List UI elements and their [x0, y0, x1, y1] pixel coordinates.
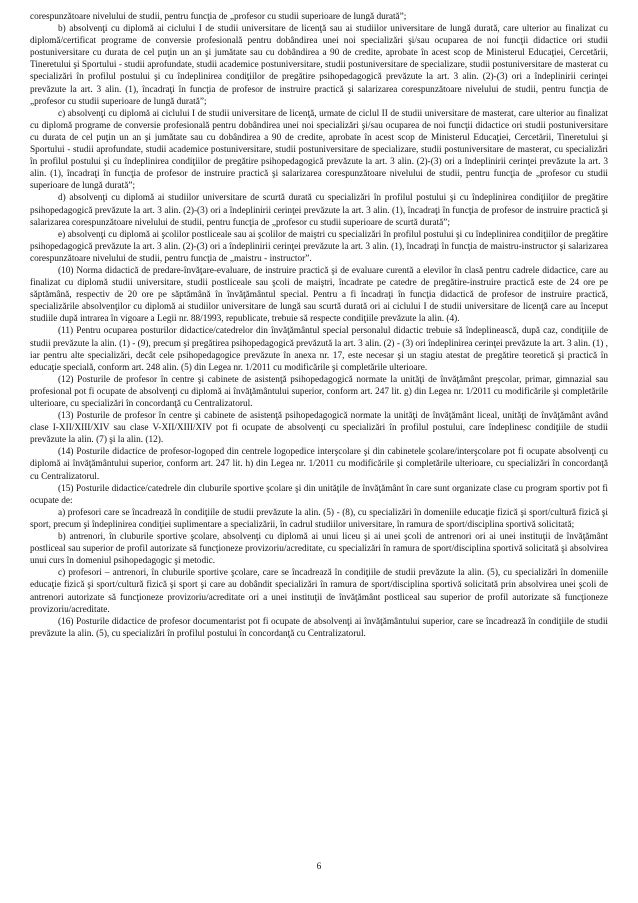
paragraph-15b: b) antrenori, în cluburile sportive şcolare, absolvenţi cu diplomă ai unui liceu şi ai unei şcoli de antrenori ori ai unei instituţii de învăţământ postliceal sau superior de profil autorizate să funcţioneze provizoriu/acreditate, cu specializări în ramura de sport/disciplina sportivă solicitată şi absolvirea unui curs în domeniul psihopedagogic şi metodic.: [30, 532, 608, 567]
paragraph-15a: a) profesori care se încadrează în condiţiile de studii prevăzute la alin. (5) - (8), cu specializări în domeniile educaţie fizică şi sport/cultură fizică şi sport, precum şi îndeplinirea condiţiei suplimentare a specializării, în cadrul studiilor universitare, în ramura de sport/disciplina sportivă solicitată;: [30, 507, 608, 530]
paragraph-9c: c) absolvenţi cu diplomă ai ciclului I de studii universitare de licenţă, urmate de ciclul II de studii universitare de masterat, care ulterior au finalizat cu diplomă programe de conversie profesională pentru dobândirea unei noi specializări şi/sau ocuparea de noi funcţii didactice ori studii postuniversitare cu durata de cel puţin un an şi jumătate sau cu dobândirea a 90 de credite, aprobate în acest scop de Ministerul Educaţiei, Cercetării, Tineretului şi Sportului - studii aprofundate, studii academice postuniversitare, studii postuniversitare de specializare, studii postuniversitare de masterat, cu specializări în profilul postului şi cu îndeplinirea condiţiilor de pregătire psihopedagogică prevăzute la art. 3 alin. (2)-(3) ori a îndeplinirii cerinţei prevăzute la art. 3 alin. (1), încadraţi în funcţia de profesor de instruire practică şi salarizarea corespunzătoare nivelului de studii, pentru funcţia de „profesor cu studii superioare de lungă durată”;: [30, 108, 608, 192]
paragraph-9e: e) absolvenţi cu diplomă ai şcolilor postliceale sau ai şcolilor de maiştri cu specializări în profilul postului şi cu îndeplinirea condiţiilor de pregătire psihopedagogică prevăzute la art. 3 alin. (2)-(3) ori a îndeplinirii cerinţei prevăzute la art. 3 alin. (1), încadraţi în funcţia de maistru-instructor şi salarizarea corespunzătoare nivelului de studii, pentru funcţia de „maistru - instructor”.: [30, 229, 608, 264]
paragraph-16: (16) Posturile didactice de profesor documentarist pot fi ocupate de absolvenţi ai învăţământului superior, care se încadrează în condiţiile de studii prevăzute la alin. (5), cu specializări în profilul postului în concordanţă cu Centralizatorul.: [30, 616, 608, 639]
paragraph-continuation: corespunzătoare nivelului de studii, pentru funcţia de „profesor cu studii superioare de lungă durată”;: [30, 12, 407, 22]
paragraph-13: (13) Posturile de profesor în centre şi cabinete de asistenţă psihopedagogică normate la unităţi de învăţământ liceal, unităţi de învăţământ având clase I-XII/XIII/XIV sau clase V-XII/XIII/XIV pot fi ocupate de absolvenţi cu specializări în profilul postului, care îndeplinesc condiţiile de studii prevăzute la alin. (7) şi la alin. (12).: [30, 411, 608, 446]
paragraph-9d: d) absolvenţi cu diplomă ai studiilor universitare de scurtă durată cu specializări în profilul postului şi cu îndeplinirea condiţiilor de pregătire psihopedagogică prevăzute la art. 3 alin. (2)-(3) ori a îndeplinirii cerinţei prevăzute la art. 3 alin. (1), încadraţi în funcţia de profesor de instruire practică şi salarizarea corespunzătoare nivelului de studii, pentru funcţia de „profesor cu studii superioare de scurtă durată”;: [30, 193, 608, 228]
paragraph-10: (10) Norma didactică de predare-învăţare-evaluare, de instruire practică şi de evaluare curentă a elevilor în clasă pentru cadrele didactice, care au finalizat cu diplomă studii universitare, studii postliceale sau şcoli de maiştri, încadrate pe catedre de pregătire-instruire practică este de 24 ore pe săptămână, respectiv de 20 ore pe săptămână în învăţământul special. Pentru a fi încadraţi în funcţia didactică de profesor de instruire practică, specializările absolvenţilor cu diplomă ai studiilor universitare de lungă sau scurtă durată ori ai ciclului I de studii universitare de licenţă care au început studiile după intrarea în vigoare a Legii nr. 88/1993, republicate, trebuie să respecte condiţiile prevăzute la alin. (4).: [30, 265, 608, 325]
page-number: 6: [316, 862, 322, 872]
paragraph-15c: c) profesori – antrenori, în cluburile sportive şcolare, care se încadrează în condiţiile de studii prevăzute la alin. (5), cu specializări în domeniile educaţie fizică şi sport/cultură fizică şi sport şi care au dobândit specializări în ramura de sport/disciplina sportivă solicitată prin absolvirea unei şcoli de antrenori autorizate să funcţioneze provizoriu/acreditate ori a unei instituţii de învăţământ postliceal sau superior de profil autorizate să funcţioneze provizoriu/acreditate.: [30, 568, 608, 615]
paragraph-14: (14) Posturile didactice de profesor-logoped din centrele logopedice interşcolare şi din cabinetele şcolare/interşcolare pot fi ocupate absolvenţi cu diplomă ai învăţământului superior, conform art. 247 lit. h) din Legea nr. 1/2011 cu modificările şi completările ulterioare, cu specializări în concordanţă cu Centralizatorul.: [30, 447, 608, 482]
paragraph-11: (11) Pentru ocuparea posturilor didactice/catedrelor din învăţământul special personalul didactic trebuie să îndeplinească, după caz, condiţiile de studii prevăzute la alin. (1) - (9), precum şi pregătirea psihopedagogică prevăzută la art. 3 alin. (2) - (3) ori îndeplinirea cerinţei prevăzute la art. 3 alin. (1) , iar pentru alte specializări, decât cele psihopedagogice prevăzute în anexa nr. 17, este necesar şi un stagiu atestat de pregătire teoretică şi practică în educaţie specială, conform art. 248 alin. (5) din Legea nr. 1/2011 cu modificările şi completările ulterioare.: [30, 326, 608, 373]
paragraph-12: (12) Posturile de profesor în centre şi cabinete de asistenţă psihopedagogică normate la unităţi de învăţământ preşcolar, primar, gimnazial sau profesional pot fi ocupate de absolvenţi cu diplomă ai învăţământului superior, conform art. 247 lit. g) din Legea nr. 1/2011 cu modificările şi completările ulterioare, cu specializări în concordanţă cu Centralizatorul.: [30, 374, 608, 409]
paragraph-15: (15) Posturile didactice/catedrele din cluburile sportive şcolare şi din unităţile de învăţământ în care sunt organizate clase cu program sportiv pot fi ocupate de:: [30, 483, 608, 506]
paragraph-9b: b) absolvenţi cu diplomă ai ciclului I de studii universitare de licenţă sau ai studiilor universitare de lungă durată, care ulterior au finalizat cu diplomă/certificat programe de conversie profesională pentru dobândirea unei noi specializări şi/sau ocuparea de noi funcţii didactice ori studii postuniversitare cu durata de cel puţin un an şi jumătate sau cu dobândirea a 90 de credite, aprobate în acest scop de Ministerul Educaţiei, Cercetării, Tineretului şi Sportului - studii aprofundate, studii academice postuniversitare, studii postuniversitare de specializare, studii postuniversitare de masterat cu specializări în profilul postului şi cu îndeplinirea condiţiilor de pregătire psihopedagogică prevăzute la art. 3 alin. (2)-(3) ori a îndeplinirii cerinţei prevăzute la art. 3 alin. (1), încadraţi în funcţia de profesor de instruire practică şi salarizarea corespunzătoare nivelului de studii, pentru funcţia de „profesor cu studii superioare de lungă durată”;: [30, 24, 608, 107]
